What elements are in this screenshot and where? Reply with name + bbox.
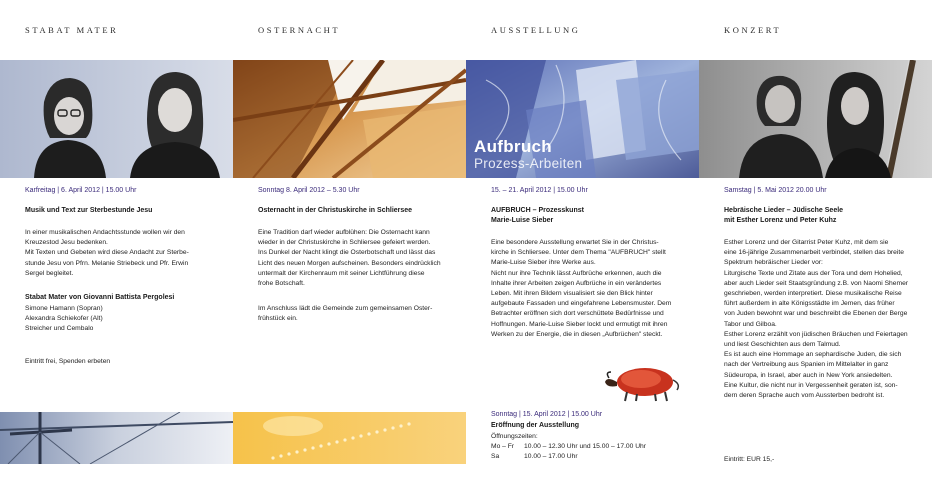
text-line: In einer musikalischen Andachtsstunde wollen wir den [25,229,185,236]
section-heading: KONZERT [724,25,782,35]
column-konzert [699,0,932,488]
photo-musicians [699,60,932,178]
text-line: Inhalte ihrer Arbeiten zeigen Aufbrüche in ein verändertes [491,279,662,287]
photo-singers [0,60,233,178]
column-stabat-mater [0,0,233,488]
text-line: Eine besondere Ausstellung erwartet Sie in der Christus- [491,239,659,246]
hours-day: Mo – Fr [491,443,515,450]
event-description [258,228,441,289]
hours-time: 10.00 – 12.30 Uhr und 15.00 – 17.00 Uhr [524,443,646,450]
text-line: dern deren Sprache auch vom Aussterben bedroht ist. [724,392,885,400]
text-line: stunde Jesu von Pfrn. Melanie Striebeck und Pfr. Erwin [25,259,189,267]
event-subtitle: mit Esther Lorenz und Peter Kuhz [724,217,837,224]
text-line: Nicht nur ihre Technik lässt Aufbrüche erkennen, auch die [491,269,662,277]
event-title: AUFBRUCH – Prozesskunst [491,207,584,214]
text-line: aber auch Lieder seit Staatsgründung z.B. von Naomi Shemer [724,279,909,287]
text-line: Ins Dunkel der Nacht klingt die Osterbotschaft und lässt das [258,249,436,257]
text-line: führt außerdem in alte Königsstädte im Jemen, das früher [724,300,895,308]
photo-candle-lights [233,412,466,464]
text-line: Im Anschluss lädt die Gemeinde zum gemeinsamen Oster- [258,305,433,312]
artist-name: Marie-Luise Sieber [491,217,554,224]
performers-list [25,304,103,335]
photo-church-ceiling [233,60,466,178]
text-line: Kreuzestod Jesu bedenken. [25,239,108,247]
text-line: kirche in Schliersee. Unter dem Thema "AUFBRUCH" stellt [491,249,666,257]
admission-price: Eintritt: EUR 15,- [724,456,775,463]
text-line: Es ist auch eine Hommage an sephardische Juden, die sich [724,351,902,359]
event-date: Karfreitag | 6. April 2012 | 15.00 Uhr [25,187,137,194]
text-line: von Juden bewohnt war und beschreibt die Ebenen der Berge [724,310,908,318]
text-line: Betrachter eröffnen sich dort verschüttete Bedürfnisse und [491,310,664,318]
text-line: Esther Lorenz und der Gitarrist Peter Kuhz, mit dem sie [724,239,889,246]
text-line: Leben. Mit ihren Bildern visualisiert sie den Blick hinter [491,290,653,298]
text-line: Spektrum hebräischer Lieder vor: [724,259,823,267]
event-date: 15. – 21. April 2012 | 15.00 Uhr [491,187,588,194]
text-line: Sergel begleitet. [25,269,74,277]
column-osternacht [233,0,466,488]
column-ausstellung [466,0,699,488]
event-description [491,238,671,340]
text-line: frohe Botschaft. [258,280,305,288]
overlay-title: Aufbruch [474,137,552,156]
section-heading: STABAT MATER [25,25,119,35]
text-line: Hoffnungen. Marie-Luise Sieber lockt und ermutigt mit ihren [491,320,668,328]
section-heading: OSTERNACHT [258,25,341,35]
hours-row [491,442,656,452]
event-title: Osternacht in der Christuskirche in Schliersee [258,207,413,214]
photo-cross [0,412,233,464]
performer: Simone Hamann (Sopran) [25,305,103,312]
opening-date: Sonntag | 15. April 2012 | 15.00 Uhr [491,411,603,418]
text-line: Marie-Luise Sieber ihre Werke aus. [491,259,596,267]
program-title: Stabat Mater von Giovanni Battista Pergolesi [25,294,175,301]
event-description [724,238,908,401]
event-note [258,304,432,324]
text-line: frühstück ein. [258,315,298,323]
photo-artwork [466,60,699,178]
overlay-subtitle: Prozess-Arbeiten [474,156,583,171]
performer: Streicher und Cembalo [25,325,94,333]
bison-illustration [603,364,683,402]
opening-hours-label: Öffnungszeiten: [491,433,538,440]
text-line: eine 16-jährige Zusammenarbeit verbindet, stellen das breite [724,249,904,257]
event-title: Musik und Text zur Sterbestunde Jesu [25,207,153,214]
text-line: aufgebaute Fassaden und eingefahrene Lebensmuster. Dem [491,300,672,308]
event-date: Sonntag 8. April 2012 – 5.30 Uhr [258,187,360,194]
admission-note: Eintritt frei, Spenden erbeten [25,358,111,365]
text-line: Südeuropa, in Israel, aber auch in New York ansiedelten. [724,371,893,379]
hours-row [491,452,656,462]
text-line: nach der Vertreibung aus Spanien im Mittelalter in ganz [724,361,889,369]
hours-day: Sa [491,453,500,461]
text-line: Liturgische Texte und Zitate aus der Tora und dem Hohelied, [724,269,903,277]
text-line: Mit Texten und Gebeten wird diese Andacht zur Sterbe- [25,249,189,257]
text-line: geschrieben, werden interpretiert. Diese musikalische Reise [724,290,902,298]
event-title: Hebräische Lieder – Jüdische Seele [724,207,844,214]
text-line: Tabor und Gilboa. [724,320,777,328]
event-description [25,228,189,279]
text-line: Eine Tradition darf wieder aufblühen: Die Osternacht kann [258,229,430,236]
section-heading: AUSSTELLUNG [491,25,581,35]
hours-time: 10.00 – 17.00 Uhr [524,453,578,461]
text-line: Werken zu der Energie, die in diesen „Aufbrüchen" steckt. [491,330,663,338]
opening-title: Eröffnung der Ausstellung [491,422,580,429]
text-line: untermalt der Kirchenraum mit seiner Lichtführung diese [258,269,425,277]
text-line: wieder in der Christuskirche in Schliersee gefeiert werden. [258,239,431,247]
text-line: Esther Lorenz erzählt von jüdischen Bräuchen und Feiertagen [724,330,908,338]
text-line: Licht des neuen Morgen aufscheinen. Besonders eindrücklich [258,259,441,267]
performer: Alexandra Schiekofer (Alt) [25,315,103,323]
text-line: und liest Geschichten aus dem Talmud. [724,341,841,349]
opening-hours-table [491,442,656,462]
text-line: Eine Kultur, die nicht nur in Vergessenheit geraten ist, son- [724,381,898,389]
event-date: Samstag | 5. Mai 2012 20.00 Uhr [724,187,827,194]
